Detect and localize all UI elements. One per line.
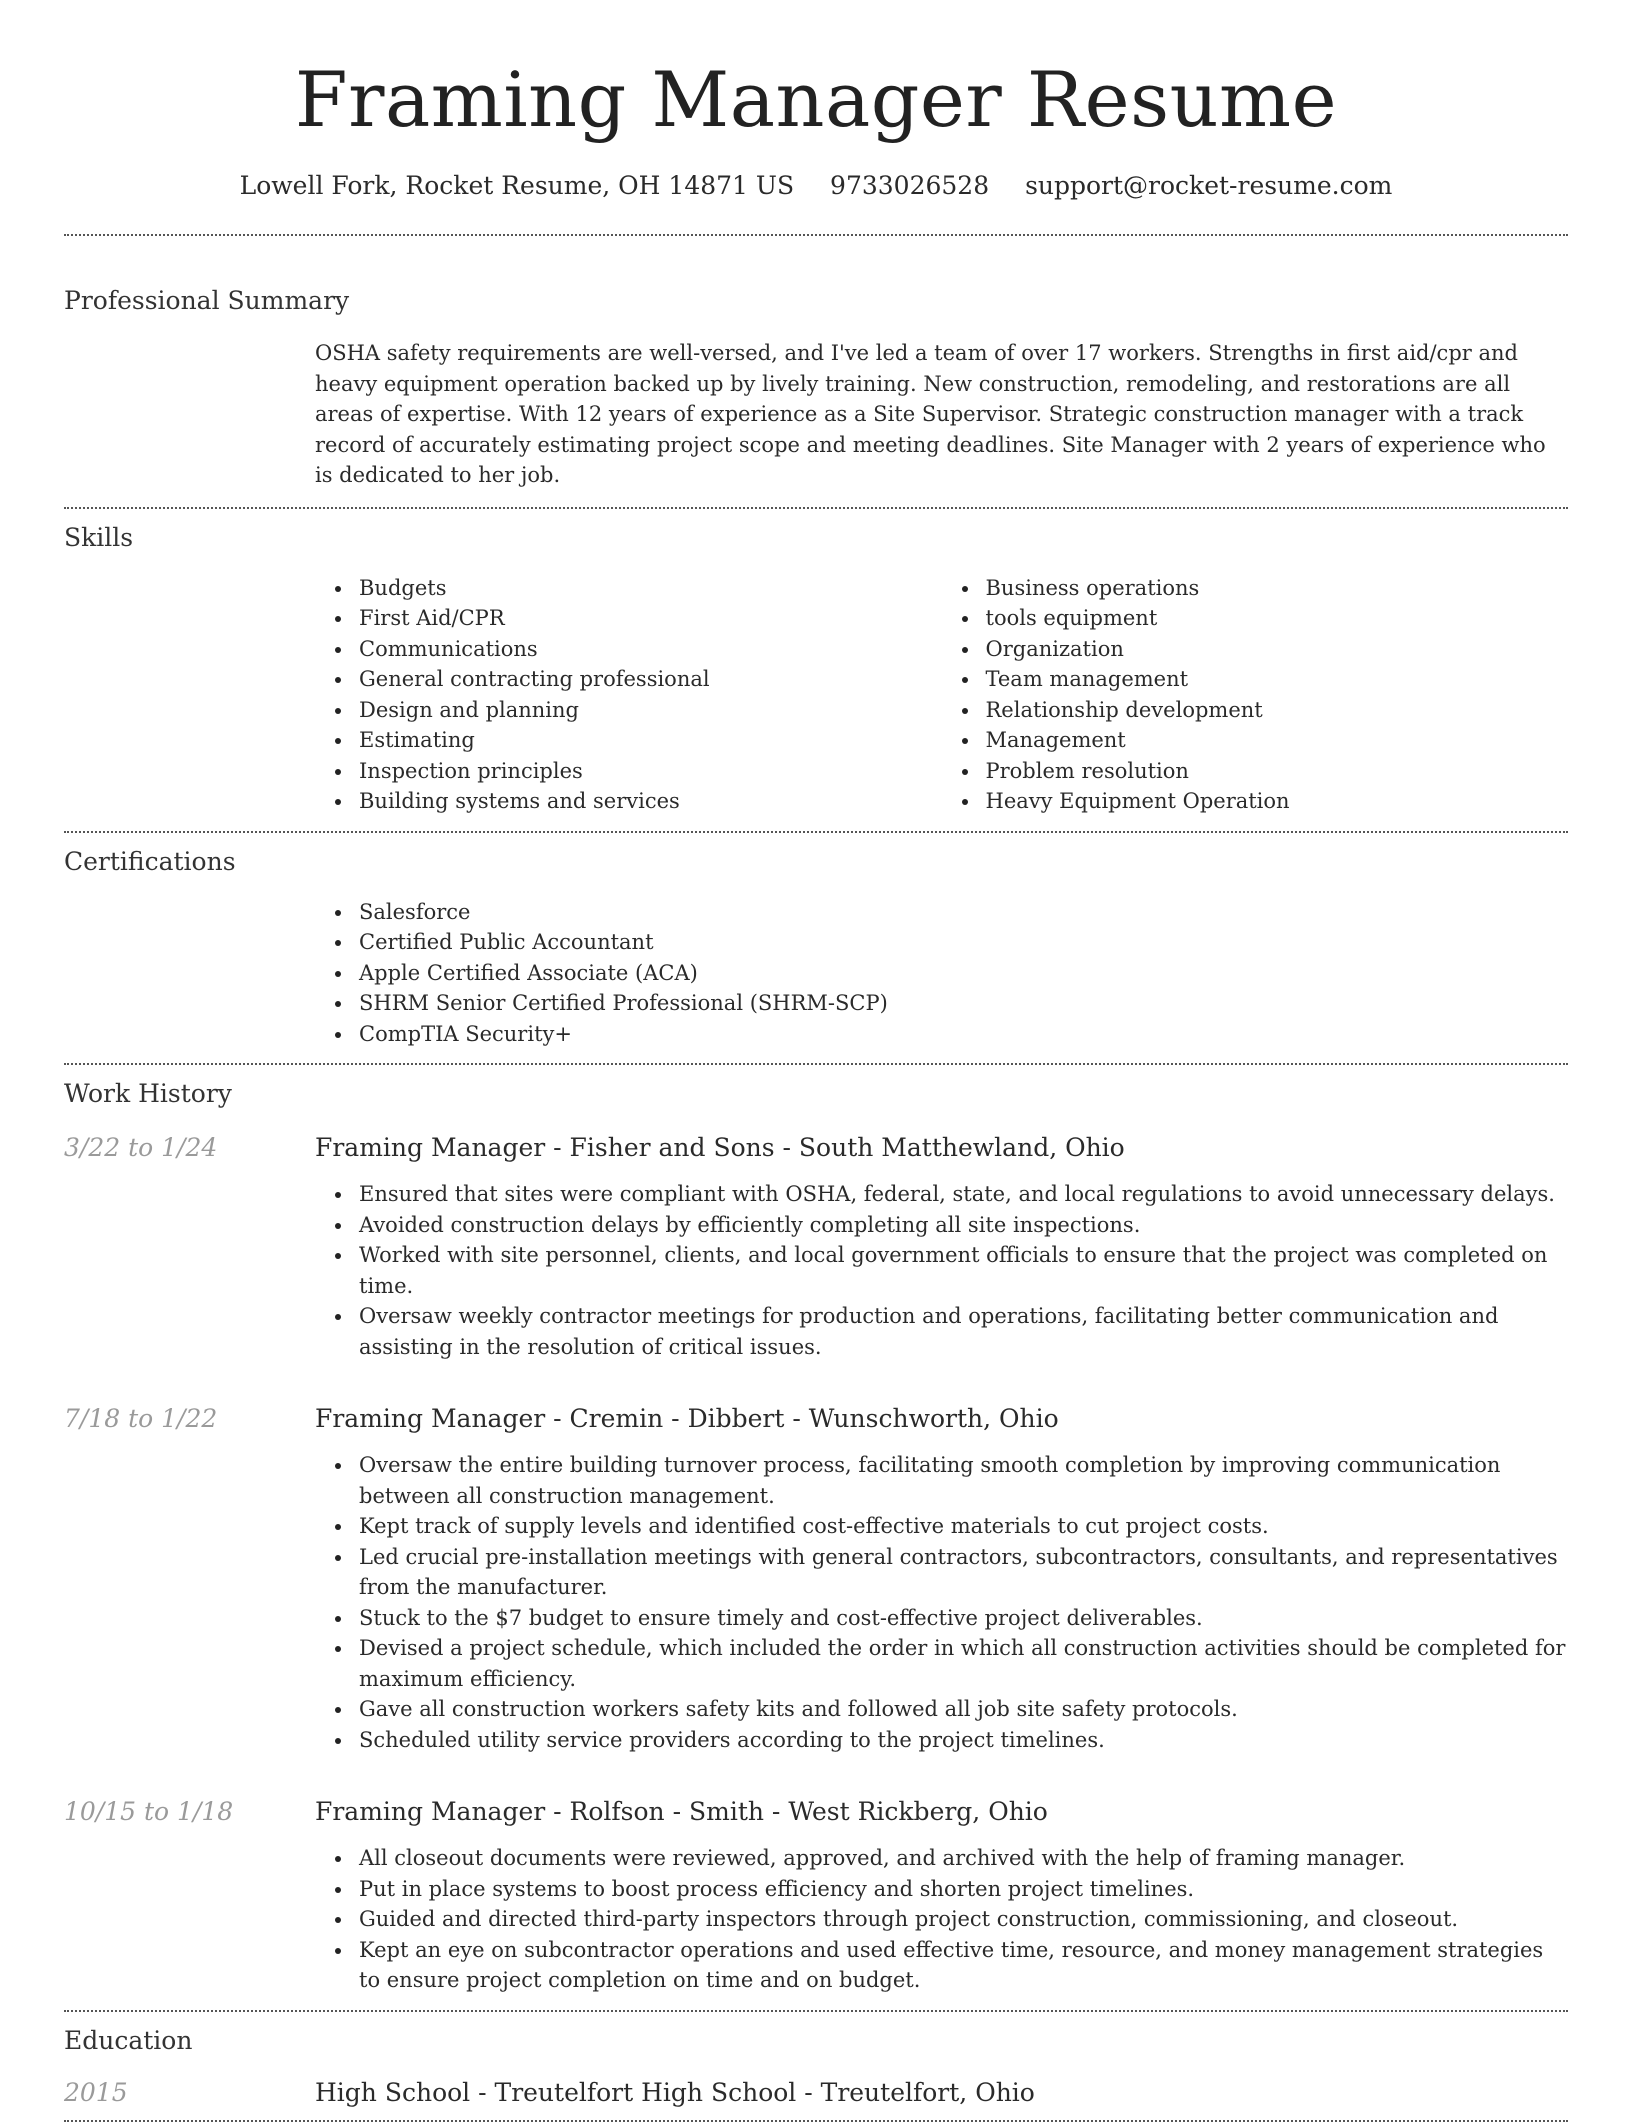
education-entry — [64, 2076, 1568, 2110]
education-heading: Education — [64, 2025, 193, 2055]
skill-item: Building systems and services — [359, 786, 942, 817]
divider — [64, 2120, 1568, 2122]
job-title: Framing Manager - Rolfson - Smith - West Rickberg, Ohio — [315, 1797, 1048, 1826]
job-date: 10/15 to 1/18 — [64, 1797, 234, 1826]
skills-list-left — [315, 573, 942, 817]
education-date: 2015 — [64, 2077, 128, 2107]
job-bullet: Kept an eye on subcontractor operations and used effective time, resource, and money management strategies to ensure project completion on time and on budget. — [359, 1935, 1568, 1996]
skill-item: Budgets — [359, 573, 942, 604]
contact-phone: 9733026528 — [830, 171, 990, 200]
skill-item: Estimating — [359, 725, 942, 756]
skill-item: General contracting professional — [359, 664, 942, 695]
work-history-heading: Work History — [64, 1079, 232, 1108]
contact-address: Lowell Fork, Rocket Resume, OH 14871 US — [239, 171, 795, 200]
skill-item: Management — [986, 725, 1569, 756]
certifications-section — [64, 833, 1568, 1050]
job-date: 3/22 to 1/24 — [64, 1133, 218, 1162]
certification-item: CompTIA Security+ — [359, 1019, 1568, 1050]
skill-item: Heavy Equipment Operation — [986, 786, 1569, 817]
contact-email: support@rocket-resume.com — [1025, 171, 1393, 200]
skills-list-right — [942, 573, 1569, 817]
job-bullet-list — [315, 1179, 1568, 1362]
job-bullet: Ensured that sites were compliant with OSHA, federal, state, and local regulations to avoid unnecessary delays. — [359, 1179, 1568, 1210]
job-title: Framing Manager - Fisher and Sons - South Matthewland, Ohio — [315, 1133, 1125, 1162]
skill-item: Inspection principles — [359, 756, 942, 787]
skills-section — [64, 509, 1568, 817]
job-bullet-list — [315, 1450, 1568, 1755]
job-entry — [64, 1131, 1568, 1362]
job-bullet: Devised a project schedule, which included the order in which all construction activities should be completed for maximum efficiency. — [359, 1633, 1568, 1694]
certifications-list — [315, 897, 1568, 1050]
job-bullet: Stuck to the $7 budget to ensure timely and cost-effective project deliverables. — [359, 1603, 1568, 1634]
spacer — [64, 1755, 1568, 1775]
summary-heading: Professional Summary — [64, 286, 350, 315]
contact-line — [64, 168, 1568, 204]
certification-item: Apple Certified Associate (ACA) — [359, 958, 1568, 989]
job-bullet: Worked with site personnel, clients, and local government officials to ensure that the project was completed on time. — [359, 1240, 1568, 1301]
job-bullet: Gave all construction workers safety kits and followed all job site safety protocols. — [359, 1694, 1568, 1725]
skill-item: Organization — [986, 634, 1569, 665]
certification-item: Salesforce — [359, 897, 1568, 928]
skill-item: Problem resolution — [986, 756, 1569, 787]
page-title: Framing Manager Resume — [294, 55, 1338, 144]
spacer — [64, 1362, 1568, 1382]
summary-text: OSHA safety requirements are well-versed, and I've led a team of over 17 workers. Strengths in first aid/cpr and heavy equipment operation backed up by lively training. New construction, remodeling, and restorations are all areas of expertise. With 12 years of experience as a Site Supervisor. Strategic construction manager with a track record of accurately estimating project scope and meeting deadlines. Site Manager with 2 years of experience who is dedicated to her job. — [315, 341, 1546, 487]
skill-item: Team management — [986, 664, 1569, 695]
job-bullet: Kept track of supply levels and identified cost-effective materials to cut project costs. — [359, 1511, 1568, 1542]
job-bullet: Guided and directed third-party inspectors through project construction, commissioning, and closeout. — [359, 1904, 1568, 1935]
skill-item: Business operations — [986, 573, 1569, 604]
job-bullet: Oversaw the entire building turnover process, facilitating smooth completion by improving communication between all construction management. — [359, 1450, 1568, 1511]
job-bullet-list — [315, 1843, 1568, 1996]
skill-item: Communications — [359, 634, 942, 665]
job-bullets — [315, 1450, 1568, 1755]
work-history-section — [64, 1065, 1568, 1996]
job-bullet: Scheduled utility service providers according to the project timelines. — [359, 1725, 1568, 1756]
education-section — [64, 2012, 1568, 2110]
skill-item: Design and planning — [359, 695, 942, 726]
resume-page — [64, 0, 1568, 2122]
job-bullet: Avoided construction delays by efficiently completing all site inspections. — [359, 1210, 1568, 1241]
education-title: High School - Treutelfort High School - Treutelfort, Ohio — [315, 2077, 1035, 2107]
job-bullet: Oversaw weekly contractor meetings for production and operations, facilitating better communication and assisting in the resolution of critical issues. — [359, 1301, 1568, 1362]
skills-columns — [315, 573, 1568, 817]
job-date: 7/18 to 1/22 — [64, 1404, 218, 1433]
skill-item: tools equipment — [986, 603, 1569, 634]
skills-heading: Skills — [64, 522, 134, 552]
skill-item: Relationship development — [986, 695, 1569, 726]
certifications-body — [315, 897, 1568, 1050]
job-bullet: Led crucial pre-installation meetings with general contractors, subcontractors, consultants, and representatives from the manufacturer. — [359, 1542, 1568, 1603]
job-bullet: Put in place systems to boost process efficiency and shorten project timelines. — [359, 1874, 1568, 1905]
job-title: Framing Manager - Cremin - Dibbert - Wunschworth, Ohio — [315, 1404, 1059, 1433]
job-bullets — [315, 1179, 1568, 1362]
summary-section — [64, 236, 1568, 491]
certification-item: SHRM Senior Certified Professional (SHRM-SCP) — [359, 988, 1568, 1019]
certifications-heading: Certifications — [64, 846, 236, 876]
job-bullet: All closeout documents were reviewed, approved, and archived with the help of framing manager. — [359, 1843, 1568, 1874]
certification-item: Certified Public Accountant — [359, 927, 1568, 958]
skill-item: First Aid/CPR — [359, 603, 942, 634]
job-bullets — [315, 1843, 1568, 1996]
job-entry — [64, 1402, 1568, 1755]
job-entry — [64, 1795, 1568, 1996]
